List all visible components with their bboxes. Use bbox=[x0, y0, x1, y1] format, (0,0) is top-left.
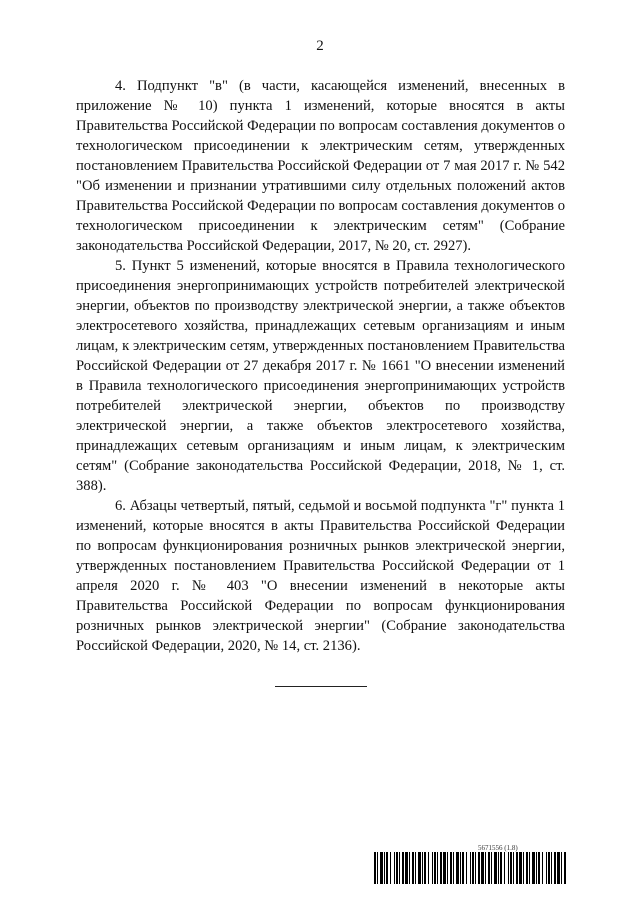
end-separator-line bbox=[275, 686, 367, 687]
document-body bbox=[76, 76, 565, 656]
paragraph-6: 6. Абзацы четвертый, пятый, седьмой и восьмой подпункта "г" пункта 1 изменений, которые вносятся в акты Правительства Российской Федерации по вопросам функционирования розничных рынков электрической энергии, утвержденных постановлением Правительства Российской Федерации от 1 апреля 2020 г. № 403 "О внесении изменений в некоторые акты Правительства Российской Федерации по вопросам функционирования розничных рынков электрической энергии" (Собрание законодательства Российской Федерации, 2020, № 14, ст. 2136). bbox=[76, 498, 565, 654]
barcode-icon bbox=[374, 852, 567, 884]
paragraph-4: 4. Подпункт "в" (в части, касающейся изменений, внесенных в приложение № 10) пункта 1 изменений, которые вносятся в акты Правительства Российской Федерации по вопросам составления документов о технологическом присоединении к электрическим сетям, утвержденных постановлением Правительства Российской Федерации от 7 мая 2017 г. № 542 "Об изменении и признании утратившими силу отдельных положений актов Правительства Российской Федерации по вопросам составления документов о технологическом присоединении к электрическим сетям" (Собрание законодательства Российской Федерации, 2017, № 20, ст. 2927). bbox=[76, 78, 565, 254]
paragraph-5: 5. Пункт 5 изменений, которые вносятся в Правила технологического присоединения энергопринимающих устройств потребителей электрической энергии, объектов по производству электрической энергии, а также объектов электросетевого хозяйства, принадлежащих сетевым организациям и иным лицам, к электрическим сетям, утвержденных постановлением Правительства Российской Федерации от 27 декабря 2017 г. № 1661 "О внесении изменений в Правила технологического присоединения энергопринимающих устройств потребителей электрической энергии, объектов по производству электрической энергии, а также объектов электросетевого хозяйства, принадлежащих сетевым организациям и иным лицам, к электрическим сетям" (Собрание законодательства Российской Федерации, 2018, № 1, ст. 388). bbox=[76, 258, 565, 494]
document-code: 5671556 (1.8) bbox=[478, 844, 518, 852]
page-number: 2 bbox=[316, 38, 324, 54]
